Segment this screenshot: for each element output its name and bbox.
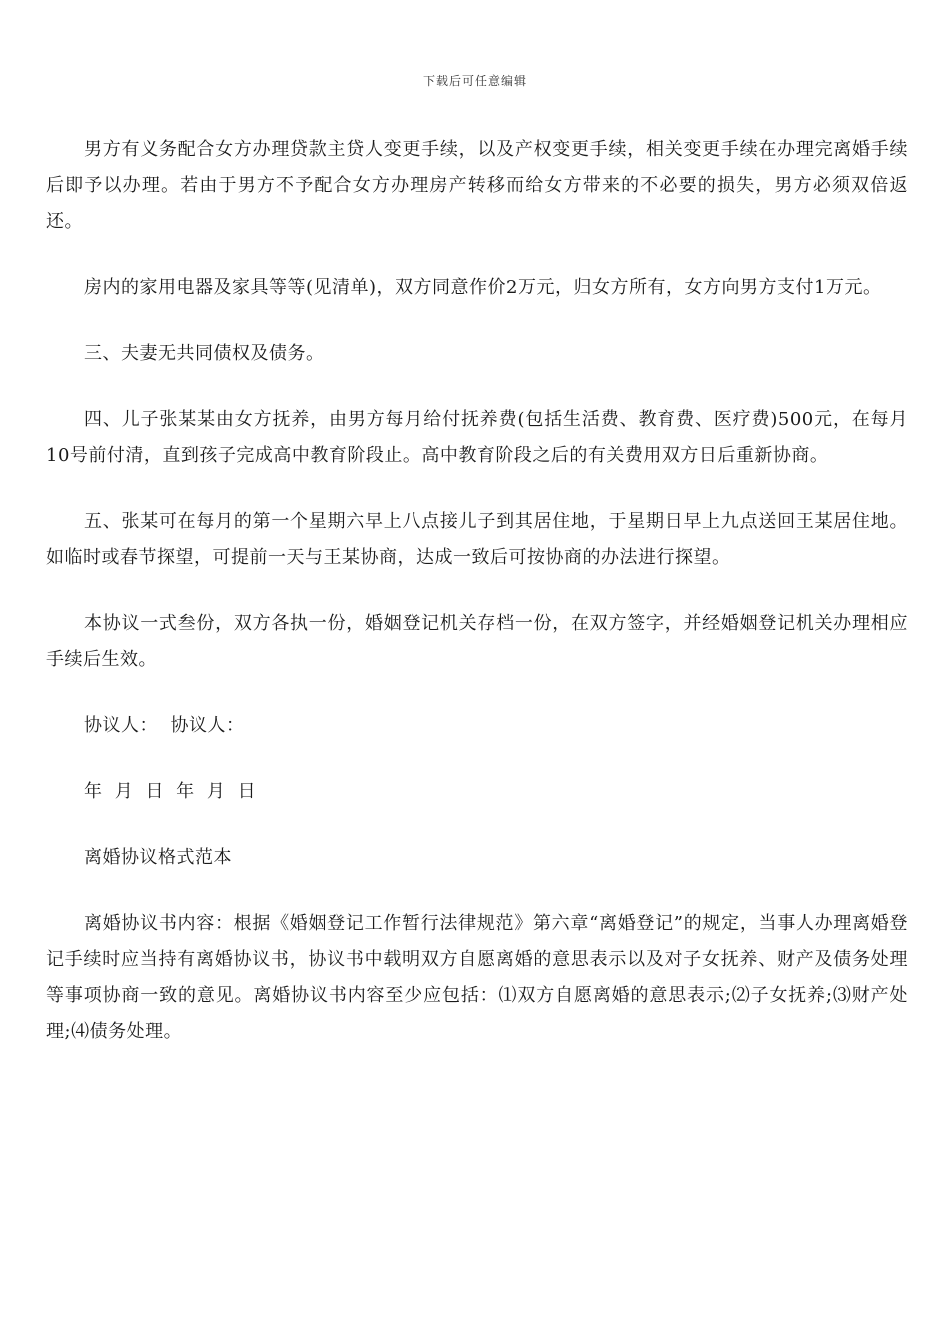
paragraph-child-custody: 四、儿子张某某由女方抚养，由男方每月给付抚养费(包括生活费、教育费、医疗费)500元，在每月10号前付清，直到孩子完成高中教育阶段止。高中教育阶段之后的有关费用双方日后重新协商。 <box>46 409 908 466</box>
page-header: 下载后可任意编辑 <box>422 74 527 88</box>
paragraph-debts: 三、夫妻无共同债权及债务。 <box>84 343 325 364</box>
paragraph-appliances: 房内的家用电器及家具等等(见清单)，双方同意作价2万元，归女方所有，女方向男方支付1万元。 <box>84 277 882 298</box>
paragraph-agreement-content: 离婚协议书内容：根据《婚姻登记工作暂行法律规范》第六章“离婚登记”的规定，当事人办理离婚登记手续时应当持有离婚协议书，协议书中载明双方自愿离婚的意思表示以及对子女抚养、财产及债务处理等事项协商一致的意见。离婚协议书内容至少应包括：⑴双方自愿离婚的意思表示;⑵子女抚养;⑶财产处理;⑷债务处理。 <box>46 913 908 1042</box>
paragraph-loan-transfer: 男方有义务配合女方办理贷款主贷人变更手续，以及产权变更手续，相关变更手续在办理完离婚手续后即予以办理。若由于男方不予配合女方办理房产转移而给女方带来的不必要的损失，男方必须双倍返还。 <box>46 139 908 232</box>
signature-line: 协议人： 协议人： <box>84 715 245 736</box>
document-body <box>46 132 908 1050</box>
paragraph-copies: 本协议一式叁份，双方各执一份，婚姻登记机关存档一份，在双方签字，并经婚姻登记机关办理相应手续后生效。 <box>46 613 908 670</box>
paragraph-visitation: 五、张某可在每月的第一个星期六早上八点接儿子到其居住地，于星期日早上九点送回王某居住地。如临时或春节探望，可提前一天与王某协商，达成一致后可按协商的办法进行探望。 <box>46 511 908 568</box>
date-line: 年 月 日 年 月 日 <box>84 781 257 802</box>
section-title: 离婚协议格式范本 <box>84 847 232 868</box>
